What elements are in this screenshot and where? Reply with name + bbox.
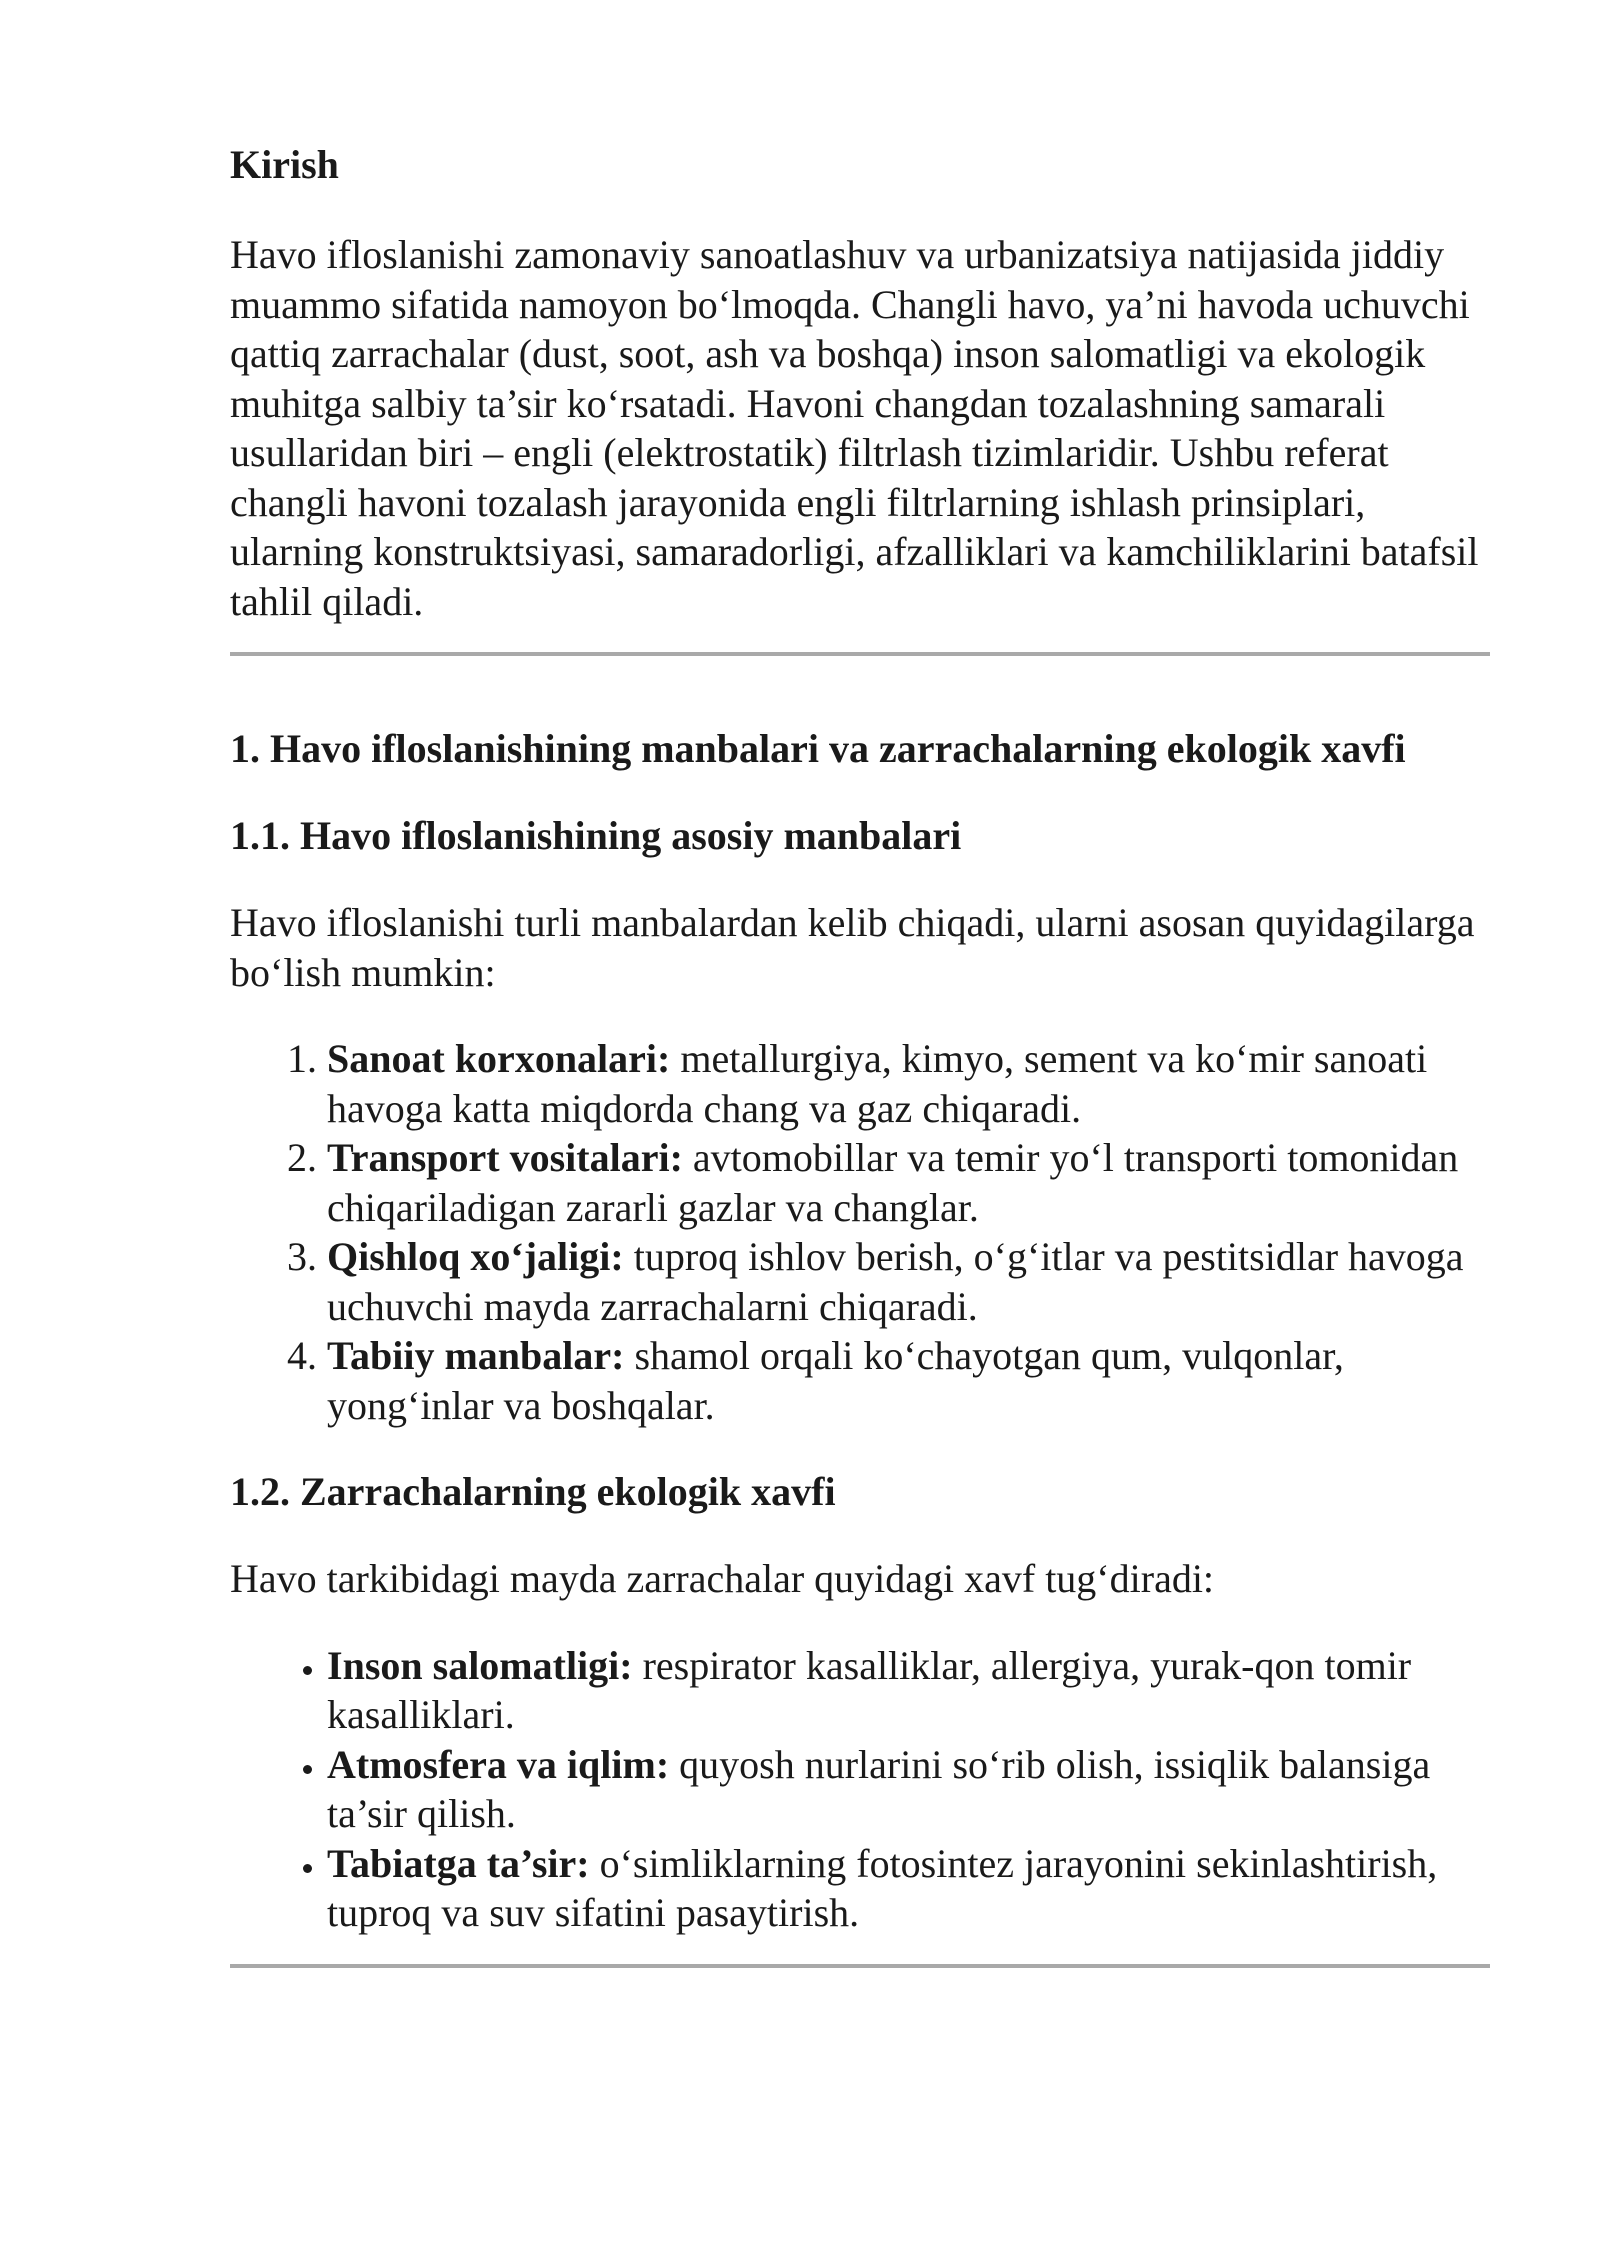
list-item-term: Tabiatga ta’sir: xyxy=(327,1840,590,1886)
list-item-term: Tabiiy manbalar: xyxy=(327,1333,625,1378)
list-item-text: metallurgiya, kimyo, sement va ko‘mir sanoati havoga katta miqdorda chang va gaz chiqaradi. xyxy=(327,1036,1428,1131)
pollution-sources-list xyxy=(230,1034,1490,1430)
list-item xyxy=(327,1133,1490,1232)
list-item xyxy=(327,1641,1490,1740)
list-item-term: Sanoat korxonalari: xyxy=(327,1036,671,1081)
list-item-text: respirator kasalliklar, allergiya, yurak-qon tomir kasalliklari. xyxy=(327,1642,1412,1737)
subsection-1-1-heading: 1.1. Havo ifloslanishining asosiy manbalari xyxy=(230,813,962,858)
document-page xyxy=(230,140,1490,1968)
section1-heading: 1. Havo ifloslanishining manbalari va zarrachalarning ekologik xavfi xyxy=(230,726,1406,771)
list-item xyxy=(327,1331,1490,1430)
list-item xyxy=(327,1740,1490,1839)
list-item-text: o‘simliklarning fotosintez jarayonini sekinlashtirish, tuproq va suv sifatini pasaytirish. xyxy=(327,1840,1438,1935)
list-item-text: quyosh nurlarini so‘rib olish, issiqlik balansiga ta’sir qilish. xyxy=(327,1741,1431,1836)
subsection-1-2-heading: 1.2. Zarrachalarning ekologik xavfi xyxy=(230,1469,836,1514)
section-divider xyxy=(230,1964,1490,1968)
list-item-text: avtomobillar va temir yo‘l transporti tomonidan chiqariladigan zararli gazlar va changlar. xyxy=(327,1135,1459,1230)
list-item-text: tuproq ishlov berish, o‘g‘itlar va pestitsidlar havoga uchuvchi mayda zarrachalarni chiqaradi. xyxy=(327,1234,1464,1329)
particle-hazards-list xyxy=(230,1641,1490,1938)
list-item-term: Qishloq xo‘jaligi: xyxy=(327,1234,624,1279)
subsection-1-2-paragraph: Havo tarkibidagi mayda zarrachalar quyidagi xavf tug‘diradi: xyxy=(230,1556,1215,1601)
intro-paragraph: Havo ifloslanishi zamonaviy sanoatlashuv va urbanizatsiya natijasida jiddiy muammo sifatida namoyon bo‘lmoqda. Changli havo, ya’ni havoda uchuvchi qattiq zarrachalar (dust, soot, ash va boshqa) inson salomatligi va ekologik muhitga salbiy ta’sir ko‘rsatadi. Havoni changdan tozalashning samarali usullaridan biri – engli (elektrostatik) filtrlash tizimlaridir. Ushbu referat changli havoni tozalash jarayonida engli filtrlarning ishlash prinsiplari, ularning konstruktsiyasi, samaradorligi, afzalliklari va kamchiliklarini batafsil tahlil qiladi. xyxy=(230,232,1479,624)
list-item xyxy=(327,1232,1490,1331)
list-item xyxy=(327,1034,1490,1133)
list-item-text: shamol orqali ko‘chayotgan qum, vulqonlar, yong‘inlar va boshqalar. xyxy=(327,1333,1344,1428)
list-item xyxy=(327,1839,1490,1938)
subsection-1-1-paragraph: Havo ifloslanishi turli manbalardan kelib chiqadi, ularni asosan quyidagilarga bo‘lish mumkin: xyxy=(230,900,1475,995)
list-item-term: Transport vositalari: xyxy=(327,1135,683,1180)
list-item-term: Atmosfera va iqlim: xyxy=(327,1741,670,1787)
list-item-term: Inson salomatligi: xyxy=(327,1642,633,1688)
intro-heading: Kirish xyxy=(230,142,339,187)
